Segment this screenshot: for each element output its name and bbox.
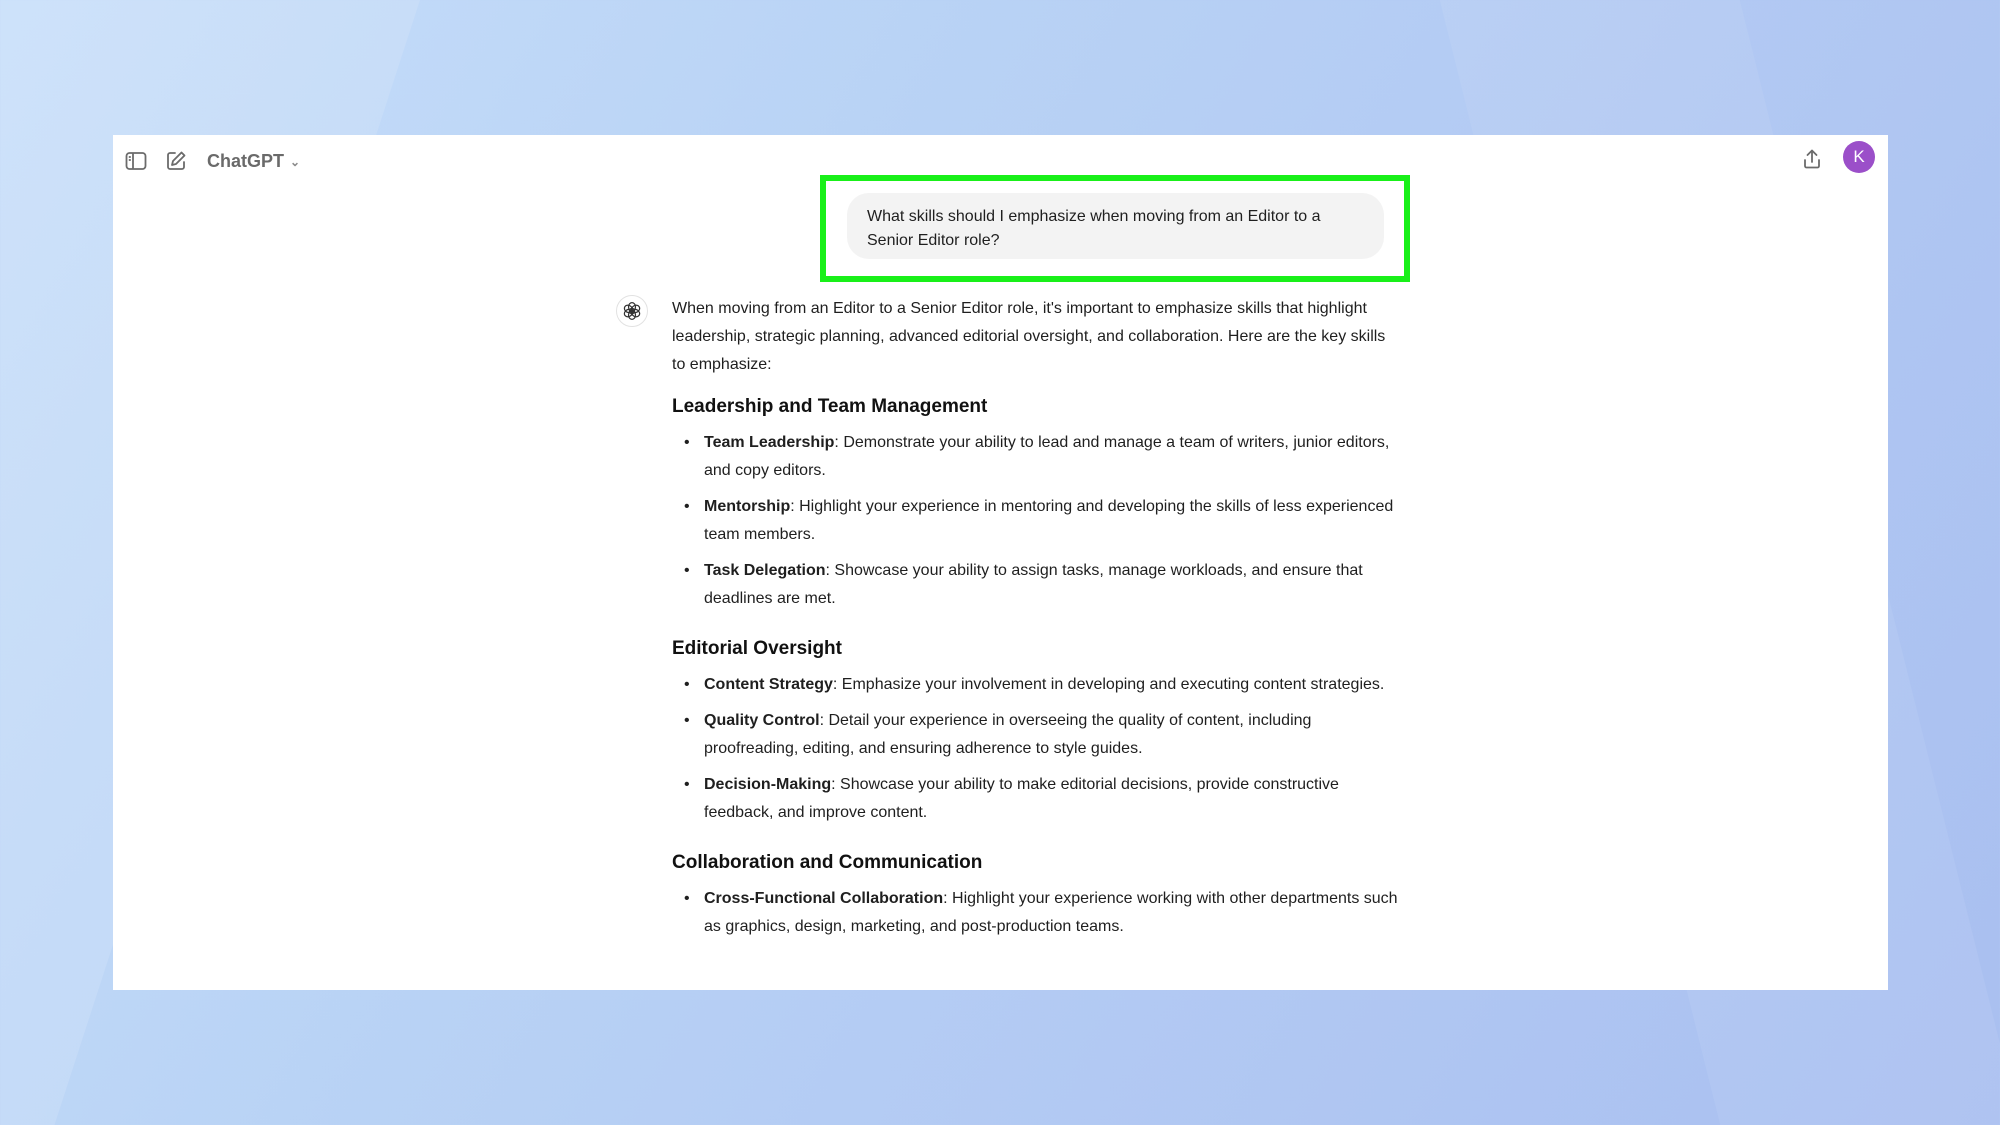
skill-term: Decision-Making [704, 776, 832, 793]
section-heading: Editorial Oversight [672, 638, 842, 659]
chat-window [113, 135, 1888, 990]
skill-list [672, 429, 1402, 613]
section-heading: Leadership and Team Management [672, 396, 988, 417]
list-item: • Team Leadership: Demonstrate your ability to lead and manage a team of writers, junior editors, and copy editors. [684, 434, 1390, 479]
model-switcher[interactable] [207, 147, 300, 175]
chevron-down-icon: ⌄ [290, 155, 301, 169]
response-intro: When moving from an Editor to a Senior Editor role, it's important to emphasize skills that highlight leadership, strategic planning, advanced editorial oversight, and collaboration. Here are the key skills to emphasize: [672, 300, 1386, 373]
skill-desc: : Detail your experience in overseeing the quality of content, including proofreading, editing, and ensuring adherence to style guides. [704, 712, 1312, 757]
skill-list [672, 671, 1402, 827]
skill-list [672, 885, 1402, 941]
skill-term: Task Delegation [704, 562, 826, 579]
skill-term: Content Strategy [704, 676, 833, 693]
share-icon[interactable] [1798, 145, 1826, 173]
skill-desc: : Showcase your ability to make editorial decisions, provide constructive feedback, and improve content. [704, 776, 1339, 821]
skill-desc: : Highlight your experience working with other departments such as graphics, design, marketing, and post-production teams. [704, 890, 1398, 935]
list-item: • Decision-Making: Showcase your ability to make editorial decisions, provide constructive feedback, and improve content. [684, 776, 1339, 821]
skill-desc: : Highlight your experience in mentoring and developing the skills of less experienced team members. [704, 498, 1394, 543]
list-item: • Task Delegation: Showcase your ability to assign tasks, manage workloads, and ensure that deadlines are met. [684, 562, 1363, 607]
skill-desc: : Demonstrate your ability to lead and manage a team of writers, junior editors, and copy editors. [704, 434, 1390, 479]
list-item: • Mentorship: Highlight your experience in mentoring and developing the skills of less experienced team members. [684, 498, 1394, 543]
list-item: • Cross-Functional Collaboration: Highlight your experience working with other departments such as graphics, design, marketing, and post-production teams. [684, 890, 1398, 935]
skill-term: Quality Control [704, 712, 820, 729]
openai-logo-icon [616, 295, 648, 327]
skill-term: Cross-Functional Collaboration [704, 890, 944, 907]
sidebar-toggle-icon[interactable] [122, 147, 150, 175]
user-message-bubble: What skills should I emphasize when moving from an Editor to a Senior Editor role? [847, 193, 1384, 259]
list-item: • Quality Control: Detail your experience in overseeing the quality of content, including proofreading, editing, and ensuring adherence to style guides. [684, 712, 1312, 757]
skill-desc: : Emphasize your involvement in developing and executing content strategies. [832, 676, 1385, 693]
avatar[interactable]: K [1843, 141, 1875, 173]
skill-term: Team Leadership [704, 434, 835, 451]
assistant-response [672, 295, 1402, 963]
new-chat-icon[interactable] [162, 147, 190, 175]
list-item: • Content Strategy: Emphasize your involvement in developing and executing content strategies. [684, 676, 1385, 693]
section-heading: Collaboration and Communication [672, 852, 983, 873]
skill-desc: : Showcase your ability to assign tasks, manage workloads, and ensure that deadlines are met. [704, 562, 1363, 607]
model-name: ChatGPT [207, 150, 285, 171]
skill-term: Mentorship [704, 498, 791, 515]
